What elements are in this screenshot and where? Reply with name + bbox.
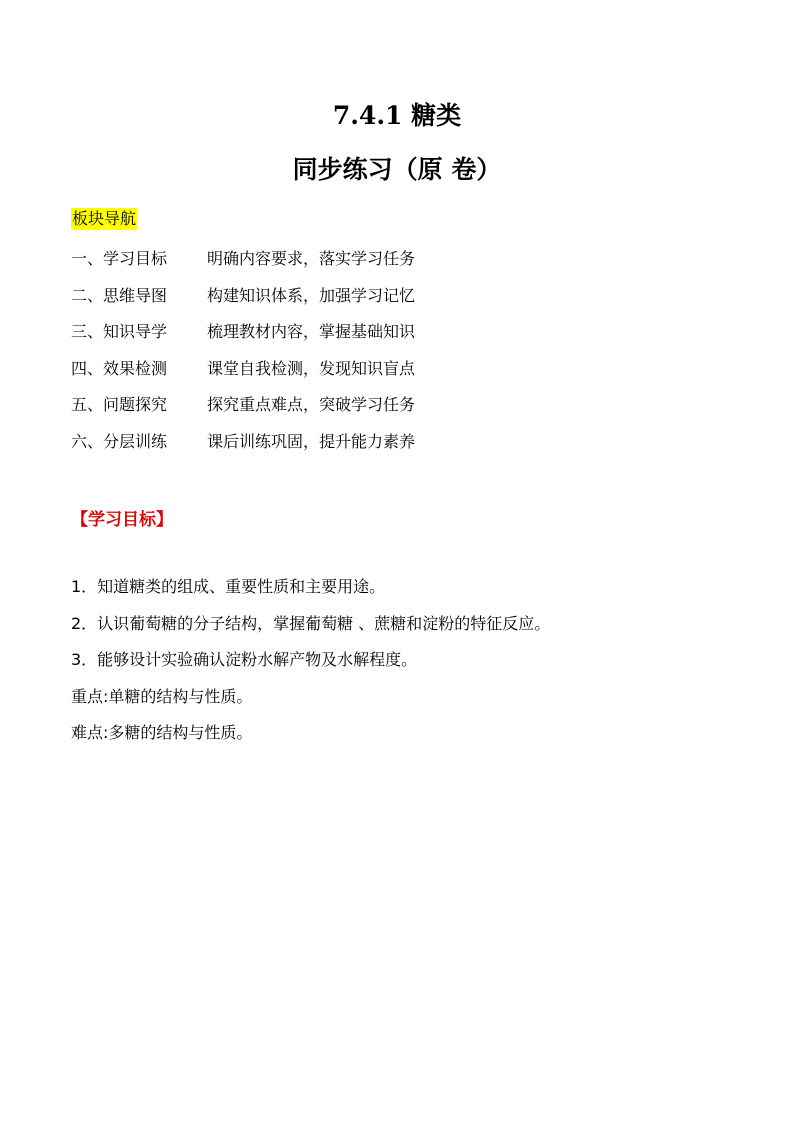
- nav-item-name: 三、知识导学: [71, 322, 168, 342]
- document-subtitle: 同步练习（原 卷）: [292, 155, 502, 184]
- nav-item: [71, 358, 415, 395]
- nav-item: [71, 394, 415, 431]
- objective-item: 3．能够设计实验确认淀粉水解产物及水解程度。: [71, 650, 418, 670]
- objective-item: 1．知道糖类的组成、重要性质和主要用途。: [71, 577, 386, 596]
- nav-item: [71, 285, 415, 322]
- nav-item-desc: 明确内容要求，落实学习任务: [207, 249, 416, 268]
- nav-item: [71, 248, 415, 285]
- navigation-heading: 板块导航: [72, 209, 137, 228]
- nav-item-name: 五、问题探究: [71, 395, 168, 415]
- key-point: 重点:单糖的结构与性质。: [71, 686, 253, 706]
- nav-item-name: 六、分层训练: [71, 431, 168, 451]
- document-title: 7.4.1 糖类: [332, 101, 462, 130]
- nav-item-name: 四、效果检测: [71, 358, 168, 378]
- objectives-heading: 【学习目标】: [71, 510, 173, 530]
- nav-item-desc: 探究重点难点，突破学习任务: [207, 395, 416, 415]
- difficult-point: 难点:多糖的结构与性质。: [71, 723, 253, 743]
- navigation-list: [71, 248, 415, 468]
- nav-item-name: 一、学习目标: [71, 249, 168, 268]
- objective-item: 2．认识葡萄糖的分子结构，掌握葡萄糖 、蔗糖和淀粉的特征反应。: [71, 613, 551, 633]
- objectives-list: [71, 576, 550, 759]
- nav-item: [71, 431, 415, 468]
- nav-item-desc: 课堂自我检测，发现知识盲点: [207, 358, 416, 378]
- nav-item-desc: 梳理教材内容，掌握基础知识: [207, 322, 416, 342]
- nav-item-desc: 课后训练巩固，提升能力素养: [207, 431, 416, 451]
- nav-item: [71, 321, 415, 358]
- nav-item-desc: 构建知识体系，加强学习记忆: [207, 285, 416, 305]
- nav-item-name: 二、思维导图: [71, 285, 168, 305]
